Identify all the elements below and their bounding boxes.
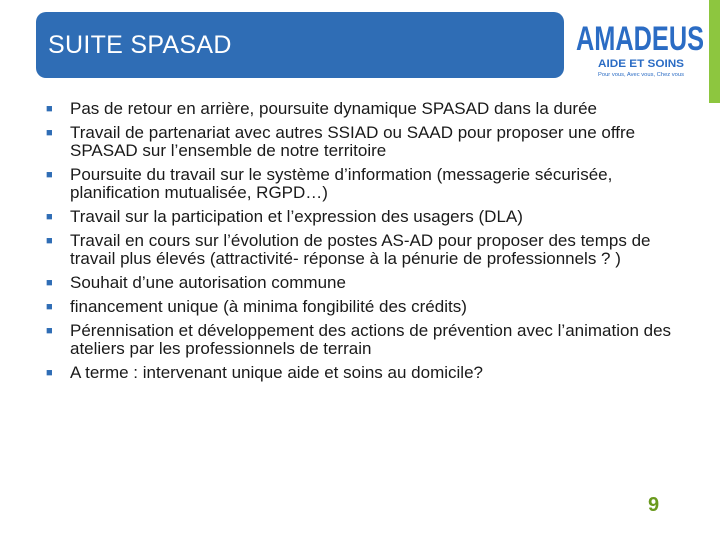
bullet-text: financement unique (à minima fongibilité des crédits) (70, 297, 467, 316)
square-bullet-icon: ■ (46, 103, 53, 115)
bullet-text: Travail en cours sur l’évolution de postes AS-AD pour proposer des temps de travail plus élevés (attractivité- réponse à la pénurie de professionnels ? ) (70, 231, 651, 268)
bullet-text: Travail de partenariat avec autres SSIAD ou SAAD pour proposer une offre SPASAD sur l’ensemble de notre territoire (70, 123, 636, 160)
square-bullet-icon: ■ (46, 211, 53, 223)
bullet-text: Pas de retour en arrière, poursuite dynamique SPASAD dans la durée (70, 99, 597, 118)
list-item (44, 166, 694, 202)
list-item (44, 100, 694, 118)
logo-tagline: Pour vous, Avec vous, Chez vous (598, 72, 685, 78)
bullet-text: Pérennisation et développement des actions de prévention avec l’animation des ateliers par les professionnels de terrain (70, 321, 672, 358)
square-bullet-icon: ■ (46, 301, 53, 313)
bullet-list (44, 100, 694, 388)
logo-graphic (572, 14, 710, 86)
list-item (44, 124, 694, 160)
square-bullet-icon: ■ (46, 325, 53, 337)
page-number: 9 (648, 494, 660, 516)
bullet-text: Poursuite du travail sur le système d’information (messagerie sécurisée, planification mutualisée, RGPD…) (70, 165, 613, 202)
bullet-text: A terme : intervenant unique aide et soins au domicile? (70, 363, 483, 382)
logo-subtitle: AIDE ET SOINS (598, 58, 684, 70)
logo-name: AMADEUS (576, 20, 704, 58)
list-item (44, 208, 694, 226)
square-bullet-icon: ■ (46, 235, 53, 247)
amadeus-logo (572, 14, 710, 86)
slide-title: SUITE SPASAD (48, 30, 232, 59)
square-bullet-icon: ■ (46, 169, 53, 181)
square-bullet-icon: ■ (46, 367, 53, 379)
bullet-text: Travail sur la participation et l’expression des usagers (DLA) (70, 207, 523, 226)
title-banner (36, 12, 564, 78)
bullet-text: Souhait d’une autorisation commune (70, 273, 346, 292)
list-item (44, 322, 694, 358)
list-item (44, 232, 694, 268)
list-item (44, 364, 694, 382)
list-item (44, 274, 694, 292)
accent-strip (709, 0, 720, 103)
list-item (44, 298, 694, 316)
square-bullet-icon: ■ (46, 277, 53, 289)
square-bullet-icon: ■ (46, 127, 53, 139)
